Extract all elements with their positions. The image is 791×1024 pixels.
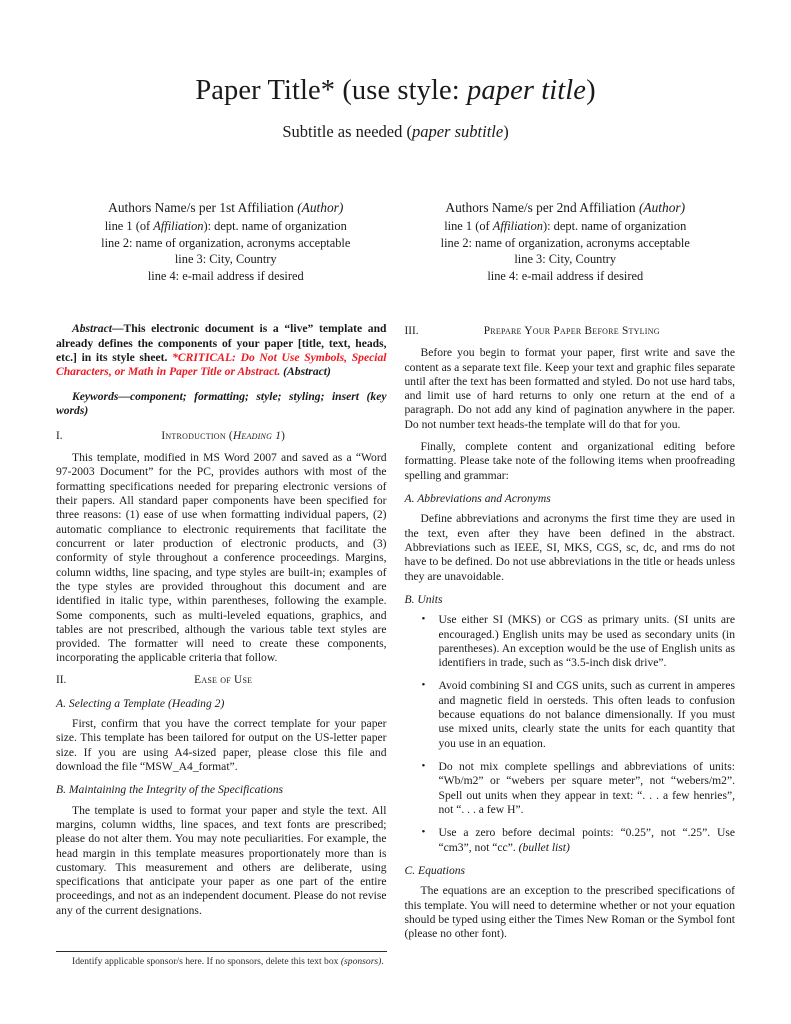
author-name-text: Authors Name/s per 2nd Affiliation — [445, 200, 639, 216]
subsection-heading-selecting-a-template — [56, 697, 387, 711]
author-block-1 — [56, 199, 396, 284]
subtitle-prefix: Subtitle as needed ( — [282, 121, 412, 141]
subsection-title: Equations — [418, 863, 466, 877]
keywords-label: Keywords— — [72, 389, 130, 403]
footnote-region — [56, 951, 387, 968]
list-item-tag: (bullet list) — [518, 840, 570, 854]
footnote-tail: . — [381, 955, 384, 967]
selecting-template-paragraph: First, confirm that you have the correct template for your paper size. This template has been tailored for output on the US-letter paper size. If you are using A4-sized paper, please close this file and download the file “MSW_A4_format”. — [56, 717, 387, 773]
affil-line1-suffix: ): dept. name of organization — [203, 219, 347, 234]
subsection-label: A. — [404, 492, 415, 505]
maintaining-integrity-paragraph: The template is used to format your paper and style the text. All margins, column widths, line spaces, and text fonts are prescribed; please do not alter them. You may note peculiarities. For example, the head margin in this template measures proportionately more than is customary. This measurement and others are deliberate, using specifications that anticipate your paper as one part of the entire proceedings, and not as an independent document. Please do not revise any of the current designations. — [56, 803, 387, 917]
list-item — [405, 826, 736, 855]
page-title — [56, 74, 735, 108]
section-title-style-tag: Heading 1 — [232, 430, 282, 443]
footnote-style-tag: (sponsors) — [340, 955, 382, 967]
list-item-text: Use a zero before decimal points: “0.25”, not “.25”. Use “cm3”, not “cc”. — [438, 826, 735, 854]
section-heading-prepare-your-paper — [405, 325, 736, 339]
affil-line1-tag: Affiliation — [153, 219, 204, 234]
abstract-style-tag: (Abstract) — [280, 365, 331, 379]
bullet-icon: • — [421, 760, 426, 772]
author-name-2 — [396, 199, 736, 217]
subsection-label: C. — [404, 863, 416, 877]
units-bullet-list — [405, 613, 736, 855]
abstract-paragraph — [56, 322, 387, 379]
author-affiliation-line-4: line 4: e-mail address if desired — [487, 268, 644, 283]
section-title: Prepare Your Paper Before Styling — [483, 325, 660, 338]
author-affiliation-line-1 — [396, 218, 736, 235]
authors-row — [56, 199, 735, 284]
subsection-title: Units — [417, 592, 443, 606]
prepare-paragraph-1: Before you begin to format your paper, first write and save the content as a separate text file. Keep your text and graphic files separate until after the text has been formatted and styled. Do not use hard tabs, and limit use of hard returns to only one return at the end of a paragraph. Do not add any kind of pagination anywhere in the paper. Do not number text heads-the template will do that for you. — [404, 346, 735, 431]
section-title-prefix: Introduction ( — [161, 430, 233, 443]
author-affiliation-line-2: line 2: name of organization, acronyms acceptable — [101, 235, 351, 250]
keywords-body: component; formatting; style; styling; insert — [129, 389, 367, 403]
keywords-paragraph — [56, 390, 387, 419]
author-role-tag: (Author) — [297, 200, 344, 216]
subtitle-suffix: ) — [503, 121, 509, 141]
bullet-icon: • — [421, 826, 426, 839]
list-item-text: Avoid combining SI and CGS units, such as current in amperes and magnetic field in oersteds. This often leads to confusion because equations do not balance dimensionally. If you must use mixed units, clearly state the units for each quantity that you use in an equation. — [438, 679, 735, 750]
page-subtitle — [56, 122, 735, 142]
author-affiliation-line-4: line 4: e-mail address if desired — [147, 268, 304, 283]
footnote-text: Identify applicable sponsor/s here. If no sponsors, delete this text box — [72, 955, 341, 967]
author-affiliation-line-2: line 2: name of organization, acronyms acceptable — [440, 235, 690, 250]
section-title: Ease of Use — [194, 673, 253, 686]
subtitle-style-name: paper subtitle — [411, 121, 504, 141]
list-item-text: Use either SI (MKS) or CGS as primary units. (SI units are encouraged.) English units may be used as secondary units (in parentheses). An exception would be the use of English units as identifiers in trade, such as “3.5-inch disk drive”. — [438, 613, 735, 670]
subsection-title: Selecting a Template (Heading 2) — [68, 696, 225, 710]
section-numeral: III. — [404, 325, 419, 338]
author-name-text: Authors Name/s per 1st Affiliation — [108, 200, 298, 216]
abbreviations-paragraph: Define abbreviations and acronyms the first time they are used in the text, even after they have been defined in the abstract. Abbreviations such as IEEE, SI, MKS, CGS, sc, dc, and rms do not have to be defined. Do not use abbreviations in the title or heads unless they are unavoidable. — [404, 512, 735, 583]
title-block — [56, 74, 735, 141]
column-left — [56, 322, 387, 926]
body-columns — [56, 322, 735, 949]
list-item — [405, 679, 736, 751]
section-numeral: II. — [56, 673, 67, 686]
bullet-icon: • — [421, 613, 426, 626]
subsection-heading-equations — [405, 864, 736, 878]
author-role-tag: (Author) — [638, 200, 686, 216]
prepare-paragraph-2: Finally, complete content and organizational editing before formatting. Please take note of the following items when proofreading spelling and grammar: — [404, 440, 735, 482]
subsection-heading-abbreviations — [405, 492, 736, 506]
list-item-text: Do not mix complete spellings and abbreviations of units: “Wb/m2” or “webers per square meter”, not “webers/m2”. Spell out units when they appear in text: “. . . a few henries”, not “. . . a few H”. — [438, 760, 735, 816]
abstract-critical-notice: *CRITICAL: Do Not Use Symbols, Special Characters, or Math in Paper Title or Abstract. — [56, 350, 387, 379]
paper-title-prefix: Paper Title* (use style: — [195, 75, 468, 106]
subsection-label: A. — [56, 696, 66, 710]
subsection-heading-units — [405, 593, 736, 607]
subsection-label: B. — [404, 592, 415, 606]
affil-line1-suffix: ): dept. name of organization — [543, 219, 687, 234]
affil-line1-prefix: line 1 (of — [104, 219, 154, 234]
column-right — [405, 322, 736, 949]
author-affiliation-line-1 — [56, 218, 396, 235]
sponsor-footnote — [56, 956, 387, 968]
section-numeral: I. — [56, 430, 63, 443]
keywords-style-tag: (key words) — [56, 389, 387, 417]
section-heading-introduction — [56, 430, 387, 444]
author-affiliation-line-3: line 3: City, Country — [174, 252, 277, 267]
affil-line1-tag: Affiliation — [492, 219, 544, 234]
equations-paragraph: The equations are an exception to the prescribed specifications of this template. You will need to determine whether or not your equation should be typed using either the Times New Roman or the Symbol font (please no other font). — [404, 884, 735, 941]
list-item — [405, 613, 736, 670]
paper-title-suffix: ) — [586, 75, 596, 106]
subsection-label: B. — [56, 783, 66, 797]
affil-line1-prefix: line 1 (of — [444, 219, 493, 234]
section-title-suffix: ) — [281, 430, 286, 443]
subsection-title: Maintaining the Integrity of the Specifications — [68, 783, 284, 797]
abstract-label: Abstract— — [72, 322, 124, 336]
footnote-divider — [56, 951, 387, 952]
author-name-1 — [56, 199, 396, 217]
section-title — [112, 430, 387, 444]
section-heading-ease-of-use — [56, 674, 387, 688]
abstract-body: This electronic document is a “live” template and already defines the components of your paper [title, text, heads, etc.] in its style sheet. — [56, 322, 387, 364]
paper-title-style-name: paper title — [467, 75, 587, 106]
subsection-title: Abbreviations and Acronyms — [417, 492, 551, 505]
author-block-2 — [396, 199, 736, 284]
author-affiliation-line-3: line 3: City, Country — [514, 252, 617, 267]
bullet-icon: • — [421, 679, 426, 692]
list-item — [405, 760, 736, 817]
subsection-heading-maintaining-integrity — [56, 783, 387, 797]
intro-paragraph-1: This template, modified in MS Word 2007 and saved as a “Word 97-2003 Document” for the PC, provides authors with most of the formatting specifications needed for preparing electronic versions of their papers. All standard paper components have been specified for three reasons: (1) ease of use when formatting individual papers, (2) automatic compliance to electronic requirements that facilitate the concurrent or later production of electronic products, and (3) conformity of style throughout a conference proceedings. Margins, column widths, line spacing, and type styles are built-in; examples of the type styles are provided throughout this document and are identified in italic type, within parentheses, following the example. Some components, such as multi-leveled equations, graphics, and tables are not prescribed, although the various table text styles are provided. The formatter will need to create these components, incorporating the applicable criteria that follow. — [56, 451, 387, 665]
